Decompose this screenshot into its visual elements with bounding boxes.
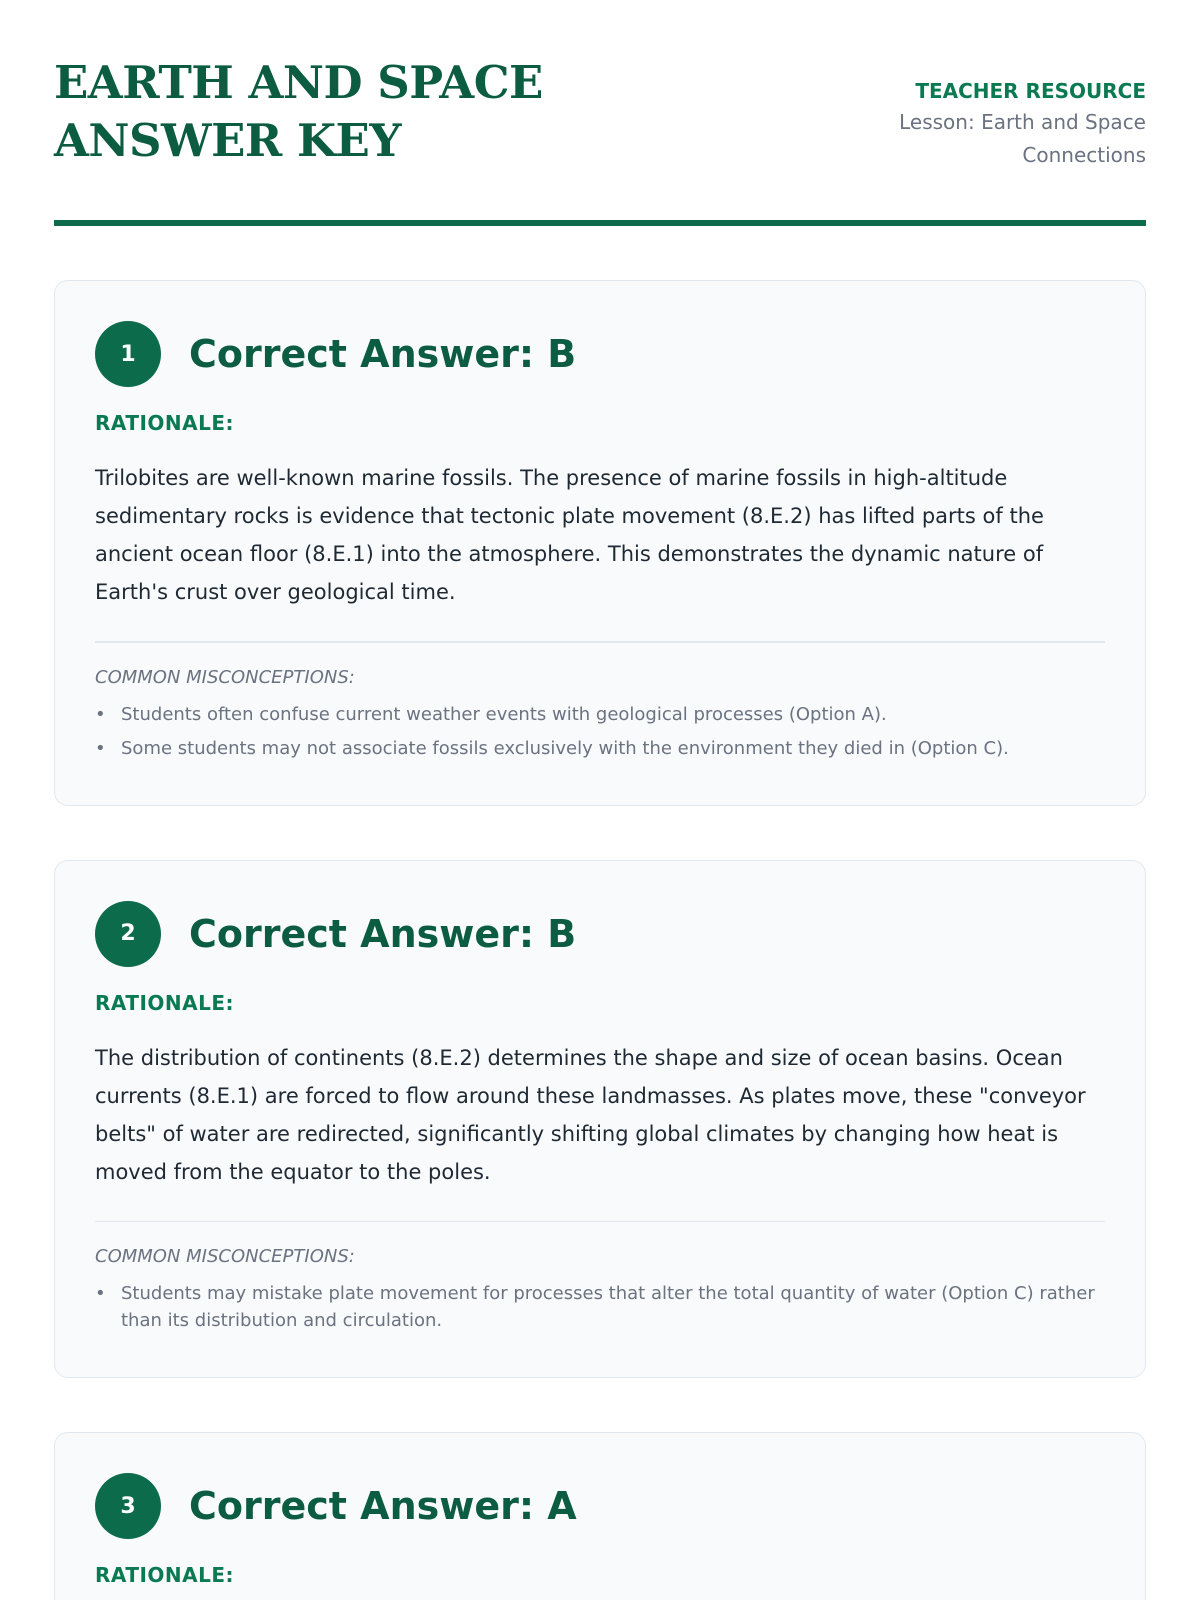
answer-card-2 [54, 860, 1146, 1379]
question-number-badge: 1 [95, 321, 161, 387]
resource-label: TEACHER RESOURCE [915, 79, 1146, 103]
header-meta [846, 54, 1146, 172]
misconceptions-list [95, 701, 1105, 762]
correct-answer-title: Correct Answer: B [189, 332, 577, 376]
lesson-name: Lesson: Earth and Space Connections [899, 110, 1146, 167]
page-header [54, 0, 1146, 226]
misconceptions-label: COMMON MISCONCEPTIONS: [95, 1246, 355, 1267]
misconceptions-label: COMMON MISCONCEPTIONS: [95, 666, 355, 688]
question-number-badge: 3 [95, 1473, 161, 1539]
correct-answer-title: Correct Answer: A [189, 1484, 577, 1528]
correct-answer-title: Correct Answer: B [189, 911, 577, 956]
misconceptions-list [95, 1280, 1105, 1334]
rationale-label: RATIONALE: [95, 990, 235, 1015]
answer-card-header [95, 901, 1105, 967]
rationale-text: Trilobites are well-known marine fossils. The presence of marine fossils in high-altitude sedimentary rocks is evidence that tectonic plate movement (8.E.2) has lifted parts of the ancient ocean floor (8.E.1) into the atmosphere. This demonstrates the dynamic nature of Earth's crust over geological time. [95, 466, 1044, 604]
misconception-item: • Students often confuse current weather events with geological processes (Option A). [95, 701, 1105, 728]
answer-card-header [95, 1473, 1105, 1539]
rationale-label: RATIONALE: [95, 1563, 235, 1587]
question-number-badge: 2 [95, 901, 161, 967]
answer-card-3 [54, 1432, 1146, 1600]
divider [95, 1221, 1105, 1223]
misconception-item: • Some students may not associate fossils exclusively with the environment they died in (Option C). [95, 735, 1105, 762]
divider [95, 641, 1105, 643]
answer-card-header [95, 321, 1105, 387]
rationale-text: The distribution of continents (8.E.2) determines the shape and size of ocean basins. Ocean currents (8.E.1) are forced to flow around these landmasses. As plates move, these "conveyor belts" of water are redirected, significantly shifting global climates by changing how heat is moved from the equator to the poles. [95, 1045, 1086, 1184]
misconception-item: • Students may mistake plate movement for processes that alter the total quantity of water (Option C) rather than its distribution and circulation. [95, 1280, 1105, 1334]
rationale-label: RATIONALE: [95, 411, 235, 435]
answer-card-1 [54, 280, 1146, 806]
page-title: EARTH AND SPACE ANSWER KEY [54, 56, 543, 167]
